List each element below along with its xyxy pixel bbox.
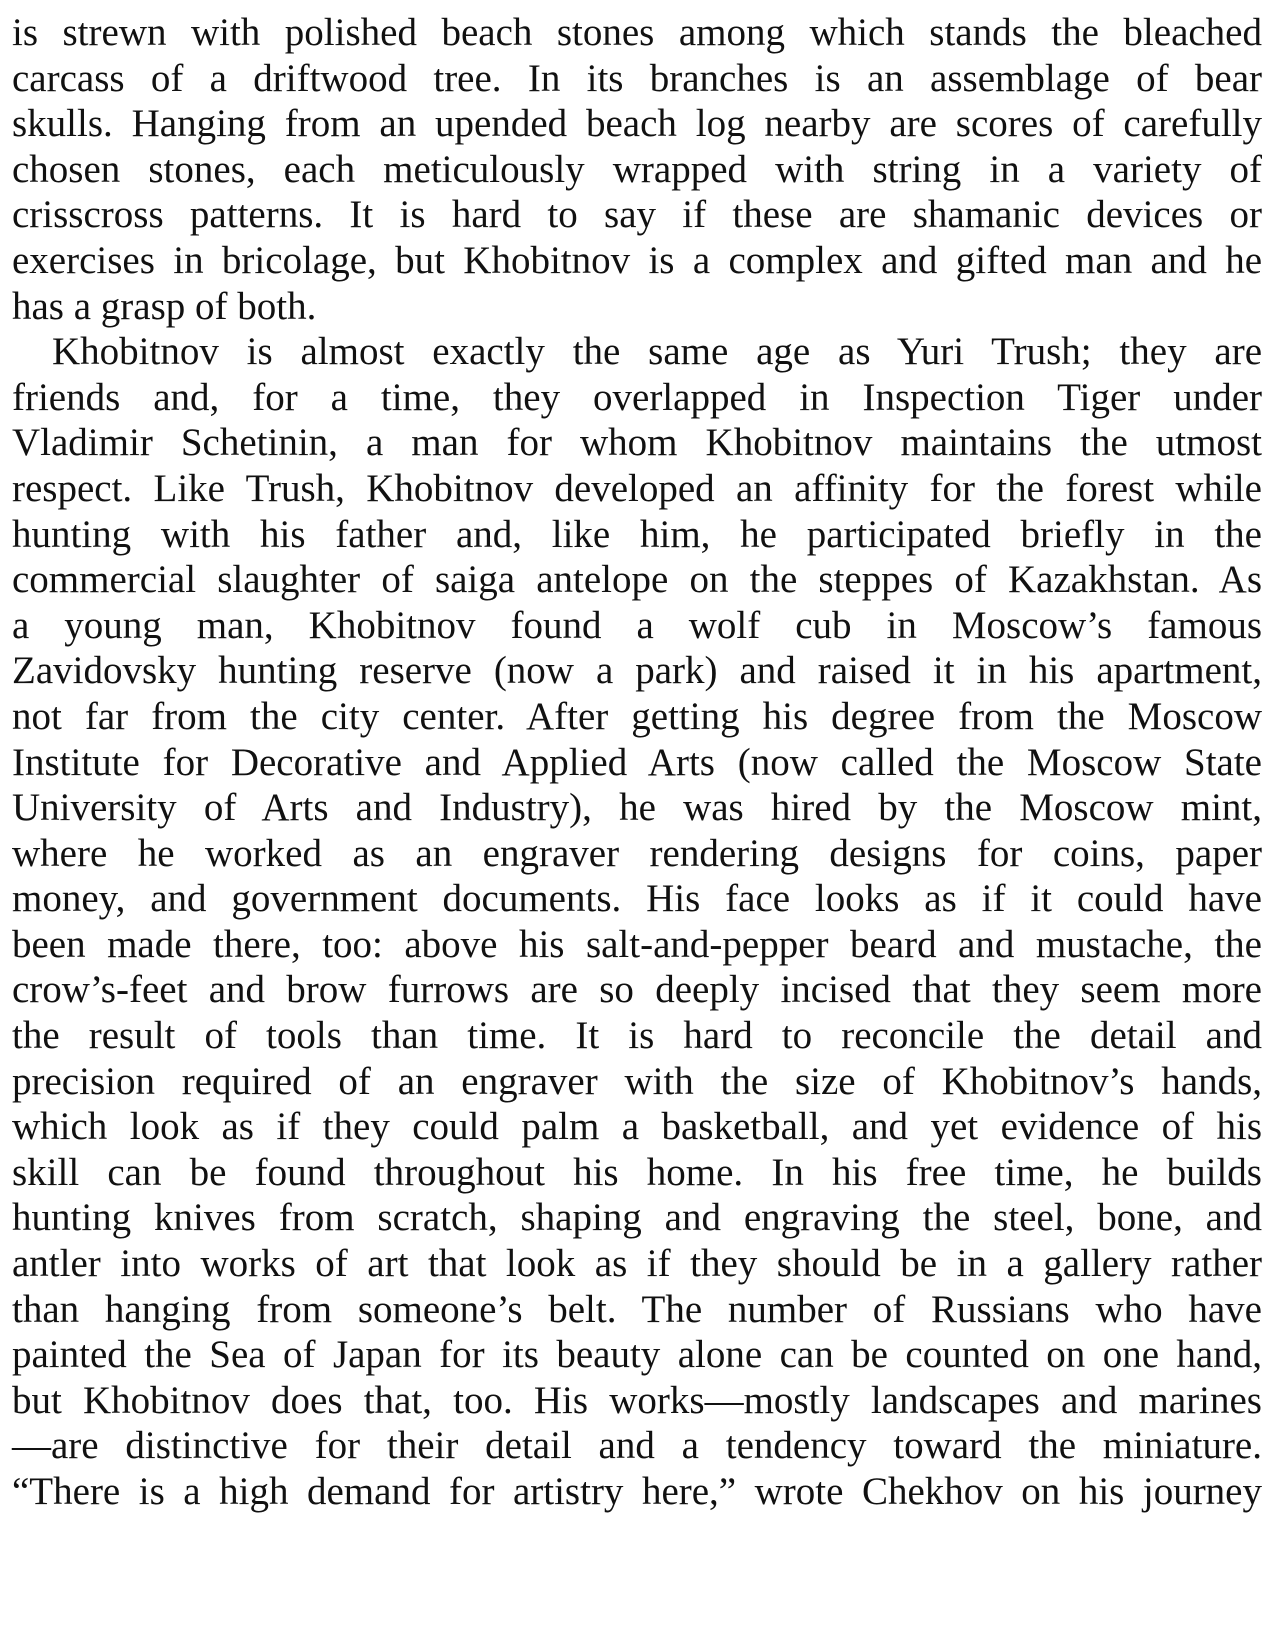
text-line: “There is a high demand for artistry here,” wrote Chekhov on his journey: [12, 1470, 1262, 1513]
text-line: Khobitnov is almost exactly the same age as Yuri Trush; they are: [52, 330, 1262, 374]
paragraph-2: [12, 329, 1262, 1606]
text-line: a young man, Khobitnov found a wolf cub in Moscow’s famous: [12, 603, 1262, 647]
text-line: commercial slaughter of saiga antelope on the steppes of Kazakhstan. As: [12, 558, 1262, 602]
text-line: hunting with his father and, like him, he participated briefly in the: [12, 512, 1262, 556]
paragraph-1: [12, 10, 1262, 329]
text-line: skulls. Hanging from an upended beach log nearby are scores of carefully: [12, 102, 1262, 146]
text-line: exercises in bricolage, but Khobitnov is a complex and gifted man and he: [12, 238, 1262, 282]
text-line: Zavidovsky hunting reserve (now a park) and raised it in his apartment,: [12, 649, 1262, 693]
text-line: [12, 1560, 1262, 1606]
text-line: carcass of a driftwood tree. In its branches is an assemblage of bear: [12, 56, 1262, 100]
text-line: has a grasp of both.: [12, 284, 317, 328]
text-line: hunting knives from scratch, shaping and engraving the steel, bone, and: [12, 1196, 1262, 1240]
text-line: antler into works of art that look as if they should be in a gallery rather: [12, 1242, 1262, 1286]
text-line: respect. Like Trush, Khobitnov developed an affinity for the forest while: [12, 466, 1262, 510]
text-line: been made there, too: above his salt-and-pepper beard and mustache, the: [12, 922, 1262, 966]
text-line: not far from the city center. After getting his degree from the Moscow: [12, 694, 1262, 738]
text-line: money, and government documents. His face looks as if it could have: [12, 877, 1262, 921]
text-line: crow’s-feet and brow furrows are so deeply incised that they seem more: [12, 968, 1262, 1012]
text-line: precision required of an engraver with the size of Khobitnov’s hands,: [12, 1059, 1262, 1103]
text-line: skill can be found throughout his home. In his free time, he builds: [12, 1150, 1262, 1194]
text-line: Vladimir Schetinin, a man for whom Khobitnov maintains the utmost: [12, 421, 1262, 465]
text-line: is strewn with polished beach stones among which stands the bleached: [12, 11, 1262, 54]
text-line: than hanging from someone’s belt. The number of Russians who have: [12, 1287, 1262, 1331]
text-line: but Khobitnov does that, too. His works—mostly landscapes and marines: [12, 1378, 1262, 1422]
text-line: friends and, for a time, they overlapped in Inspection Tiger under: [12, 375, 1262, 419]
text-line: chosen stones, each meticulously wrapped with string in a variety of: [12, 147, 1262, 191]
text-line: University of Arts and Industry), he was hired by the Moscow mint,: [12, 786, 1262, 830]
text-line: which look as if they could palm a basketball, and yet evidence of his: [12, 1105, 1262, 1149]
text-line: painted the Sea of Japan for its beauty alone can be counted on one hand,: [12, 1333, 1262, 1377]
text-line: crisscross patterns. It is hard to say if these are shamanic devices or: [12, 193, 1262, 237]
text-line: [12, 1515, 1262, 1561]
text-line: —are distinctive for their detail and a tendency toward the miniature.: [12, 1424, 1262, 1468]
text-line: the result of tools than time. It is hard to reconcile the detail and: [12, 1014, 1262, 1058]
text-line: where he worked as an engraver rendering designs for coins, paper: [12, 831, 1262, 875]
text-line: Institute for Decorative and Applied Arts (now called the Moscow State: [12, 740, 1262, 784]
document-page: [12, 10, 1262, 1606]
